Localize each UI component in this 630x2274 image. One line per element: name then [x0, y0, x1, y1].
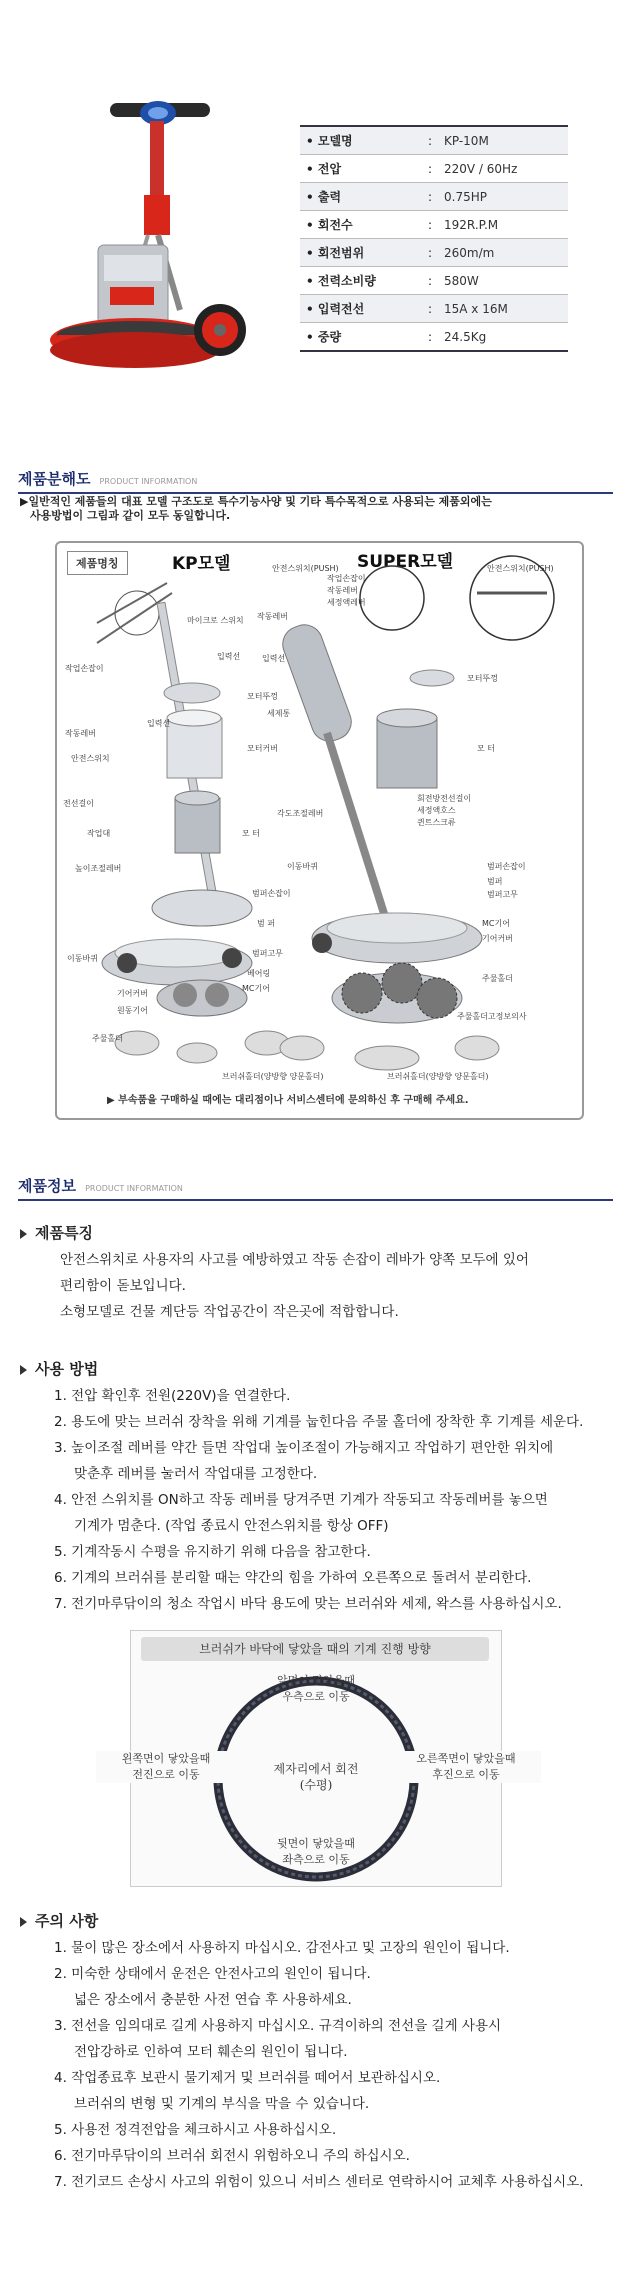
kp-label: 범 퍼	[257, 919, 275, 928]
bullet-icon: •	[306, 302, 314, 316]
section-subtitle: PRODUCT INFORMATION	[99, 477, 198, 486]
move-top	[256, 1673, 376, 1705]
usage-line: 7. 전기마루닦이의 청소 작업시 바닥 용도에 맞는 브러쉬와 세제, 왁스를 사용하십시오.	[54, 1596, 562, 1612]
spec-colon: :	[427, 161, 433, 176]
spec-row	[300, 238, 568, 266]
spec-row	[300, 322, 568, 352]
spec-value: 0.75HP	[444, 189, 487, 204]
usage-line: 2. 용도에 맞는 브러쉬 장착을 위해 기계를 눕힌다음 주물 홀더에 장착한 후 기계를 세운다.	[54, 1414, 584, 1430]
spec-row	[300, 125, 568, 154]
usage-line: 4. 안전 스위치를 ON하고 작동 레버를 당겨주면 기계가 작동되고 작동레버를 놓으면	[54, 1492, 548, 1508]
super-label: 세정액호스	[417, 806, 456, 815]
features-section	[20, 1222, 620, 1325]
kp-label: MC기어	[242, 984, 270, 993]
exploded-diagram	[55, 541, 584, 1120]
super-label: 범퍼고무	[487, 890, 518, 899]
section-title: 제품분해도	[18, 470, 91, 488]
move-left-line: 전진으로 이동	[132, 1768, 200, 1781]
spec-table	[300, 125, 568, 352]
section-title: 제품정보	[18, 1177, 76, 1195]
bullet-icon: •	[306, 162, 314, 176]
super-label: 주물홀더	[482, 974, 513, 983]
super-label: 회전방전선걸이	[417, 794, 472, 803]
bullet-icon: •	[306, 190, 314, 204]
kp-label: 모터커버	[247, 744, 278, 753]
spec-label	[300, 216, 416, 233]
usage-line: 5. 기계작동시 수평을 유지하기 위해 다음을 참고한다.	[54, 1544, 371, 1560]
move-center	[256, 1761, 376, 1793]
spec-colon: :	[427, 273, 433, 288]
spec-label-text: 입력전선	[317, 302, 365, 316]
move-bottom	[256, 1836, 376, 1868]
caution-line: 넓은 장소에서 충분한 사전 연습 후 사용하세요.	[74, 1992, 352, 2008]
move-top-line: 앞면이 닿았을때	[277, 1674, 355, 1687]
spec-label	[300, 300, 416, 317]
kp-label: 범퍼손잡이	[252, 889, 291, 898]
movement-heading: 브러쉬가 바닥에 닿았을 때의 기계 진행 방향	[141, 1637, 489, 1661]
spec-value: 220V / 60Hz	[444, 161, 518, 176]
spec-label-text: 전력소비량	[317, 274, 376, 288]
super-label: 세정액레버	[327, 598, 366, 607]
spec-colon: :	[427, 301, 433, 316]
movement-diagram	[121, 1630, 516, 1887]
super-label: 범퍼	[487, 877, 503, 886]
spec-row	[300, 154, 568, 182]
kp-label: 작업손잡이	[65, 664, 104, 673]
super-label: 안전스위치(PUSH)	[487, 564, 554, 573]
features-line: 편리함이 돋보입니다.	[60, 1278, 186, 1294]
caution-line: 5. 사용전 정격전압을 체크하시고 사용하십시오.	[54, 2122, 337, 2138]
kp-label: 주물홀더	[92, 1034, 123, 1043]
kp-label: 이동바퀴	[67, 954, 98, 963]
bullet-icon: •	[306, 246, 314, 260]
super-label: 기어커버	[482, 934, 513, 943]
kp-label: 작동레버	[65, 729, 96, 738]
kp-label: 기어커버	[117, 989, 148, 998]
super-label: 세제통	[267, 709, 291, 718]
super-label: 모터뚜껑	[467, 674, 498, 683]
kp-label: 전선걸이	[63, 799, 94, 808]
caution-line: 2. 미숙한 상태에서 운전은 안전사고의 원인이 됩니다.	[54, 1966, 371, 1982]
spec-value: 580W	[444, 273, 479, 288]
caution-line: 7. 전기코드 손상시 사고의 위험이 있으니 서비스 센터로 연락하시어 교체후 사용하십시오.	[54, 2174, 584, 2190]
triangle-bullet-icon	[20, 1917, 27, 1927]
move-bottom-line: 좌측으로 이동	[282, 1853, 350, 1866]
spec-value: 192R.P.M	[444, 217, 499, 232]
triangle-bullet-icon	[20, 1229, 27, 1239]
section-subtitle: PRODUCT INFORMATION	[85, 1184, 183, 1193]
spec-row	[300, 210, 568, 238]
bullet-icon: •	[306, 330, 314, 344]
spec-colon: :	[427, 245, 433, 260]
super-label: 퀸트스크류	[417, 818, 456, 827]
product-name-box: 제품명칭	[67, 551, 128, 575]
spec-value: 15A x 16M	[444, 301, 508, 316]
move-right-line: 후진으로 이동	[432, 1768, 500, 1781]
bullet-icon: •	[306, 274, 314, 288]
spec-label	[300, 132, 416, 149]
usage-section	[20, 1358, 625, 1617]
spec-row	[300, 266, 568, 294]
super-label: 범퍼손잡이	[487, 862, 526, 871]
triangle-bullet-icon	[20, 1365, 27, 1375]
note-line-1: ▶일반적인 제품들의 대표 모델 구조도로 특수기능사양 및 기타 특수목적으로 사용되는 제품외에는	[20, 495, 492, 508]
super-label: 작동레버	[257, 612, 288, 621]
product-photo	[40, 95, 270, 380]
super-label: 브러쉬홀더(양방향 양문홀더)	[222, 1072, 324, 1081]
kp-label: 작업대	[87, 829, 111, 838]
kp-label: 마이크로 스위치	[187, 616, 244, 625]
move-top-line: 우측으로 이동	[282, 1690, 350, 1703]
caution-line: 4. 작업종료후 보관시 물기제거 및 브러쉬를 떼어서 보관하십시오.	[54, 2070, 441, 2086]
spec-value: KP-10M	[444, 133, 489, 148]
spec-label-text: 전압	[317, 162, 342, 176]
move-right-line: 오른쪽면이 닿았을때	[416, 1752, 516, 1765]
move-center-line: (수평)	[299, 1778, 333, 1792]
caution-section	[20, 1910, 625, 2195]
move-center-line: 제자리에서 회전	[273, 1762, 359, 1776]
features-line: 안전스위치로 사용자의 사고를 예방하였고 작동 손잡이 레바가 양쪽 모두에 있어	[60, 1252, 529, 1268]
spec-label-text: 모델명	[317, 134, 353, 148]
super-label: 모 터	[477, 744, 495, 753]
kp-label: 높이조절레버	[75, 864, 122, 873]
spec-label-text: 회전범위	[317, 246, 365, 260]
move-left	[96, 1751, 236, 1783]
bullet-icon: •	[306, 218, 314, 232]
spec-colon: :	[427, 217, 433, 232]
move-left-line: 왼쪽면이 닿았을때	[121, 1752, 211, 1765]
super-model-title: SUPER모델	[357, 552, 454, 572]
kp-label: 입력선	[217, 652, 241, 661]
caution-line: 전압강하로 인하여 모터 훼손의 원인이 됩니다.	[74, 2044, 348, 2060]
usage-line: 1. 전압 확인후 전원(220V)을 연결한다.	[54, 1388, 291, 1404]
usage-line: 6. 기계의 브러쉬를 분리할 때는 약간의 힘을 가하여 오른쪽으로 돌려서 분리한다.	[54, 1570, 532, 1586]
spec-value: 260m/m	[444, 245, 495, 260]
usage-line: 3. 높이조절 레버를 약간 들면 작업대 높이조절이 가능해지고 작업하기 편안한 위치에	[54, 1440, 554, 1456]
super-label: 작업손잡이	[327, 574, 366, 583]
super-label: 작동레버	[327, 586, 358, 595]
usage-line: 맞춘후 레버를 눌러서 작업대를 고정한다.	[74, 1466, 318, 1482]
features-line: 소형모델로 건물 계단등 작업공간이 작은곳에 적합합니다.	[60, 1304, 399, 1320]
usage-title: 사용 방법	[35, 1360, 99, 1378]
spec-label	[300, 188, 416, 205]
spec-colon: :	[427, 189, 433, 204]
kp-label: 모터뚜껑	[247, 692, 278, 701]
spec-label	[300, 244, 416, 261]
spec-colon: :	[427, 329, 433, 344]
diagram-art	[57, 543, 582, 1118]
kp-label: 범퍼고무	[252, 949, 283, 958]
spec-row	[300, 294, 568, 322]
super-label: MC기어	[482, 919, 510, 928]
spec-label-text: 출력	[317, 190, 342, 204]
caution-line: 3. 전선을 임의대로 길게 사용하지 마십시오. 규격이하의 전선을 길게 사용시	[54, 2018, 502, 2034]
kp-label: 안전스위치	[71, 754, 110, 763]
kp-label: 베어링	[247, 969, 271, 978]
spec-label-text: 중량	[317, 330, 342, 344]
move-right	[391, 1751, 541, 1783]
super-label: 안전스위치(PUSH)	[272, 564, 339, 573]
caution-line: 6. 전기마루닦이의 브러쉬 회전시 위험하오니 주의 하십시오.	[54, 2148, 410, 2164]
spec-label	[300, 160, 416, 177]
exploded-note	[20, 495, 492, 523]
kp-label: 모 터	[242, 829, 260, 838]
spec-label	[300, 272, 416, 289]
spec-value: 24.5Kg	[444, 329, 487, 344]
section-header-info	[18, 1175, 613, 1201]
spec-row	[300, 182, 568, 210]
super-label: 주물홀더고정보의사	[457, 1012, 527, 1021]
super-label: 입력선	[262, 654, 286, 663]
super-label: 각도조절레버	[277, 809, 324, 818]
section-header-exploded	[18, 468, 613, 494]
caution-title: 주의 사항	[35, 1912, 99, 1930]
note-line-2: 사용방법이 그림과 같이 모두 동일합니다.	[30, 509, 231, 522]
features-title: 제품특징	[35, 1224, 93, 1242]
spec-label	[300, 328, 416, 345]
bullet-icon: •	[306, 134, 314, 148]
super-label: 브러쉬홀더(양방향 양문홀더)	[387, 1072, 489, 1081]
kp-label: 입력선	[147, 719, 171, 728]
move-bottom-line: 뒷면이 닿았을때	[277, 1837, 355, 1850]
diagram-footer: ▶ 부속품을 구매하실 때에는 대리점이나 서비스센터에 문의하신 후 구매해 주세요.	[107, 1095, 469, 1106]
caution-line: 브러쉬의 변형 및 기계의 부식을 막을 수 있습니다.	[74, 2096, 370, 2112]
kp-label: 원동기어	[117, 1006, 148, 1015]
caution-line: 1. 물이 많은 장소에서 사용하지 마십시오. 감전사고 및 고장의 원인이 됩니다.	[54, 1940, 510, 1956]
super-label: 이동바퀴	[287, 862, 318, 871]
spec-label-text: 회전수	[317, 218, 353, 232]
kp-model-title: KP모델	[172, 554, 231, 574]
usage-line: 기계가 멈춘다. (작업 종료시 안전스위치를 항상 OFF)	[74, 1518, 389, 1534]
spec-colon: :	[427, 133, 433, 148]
